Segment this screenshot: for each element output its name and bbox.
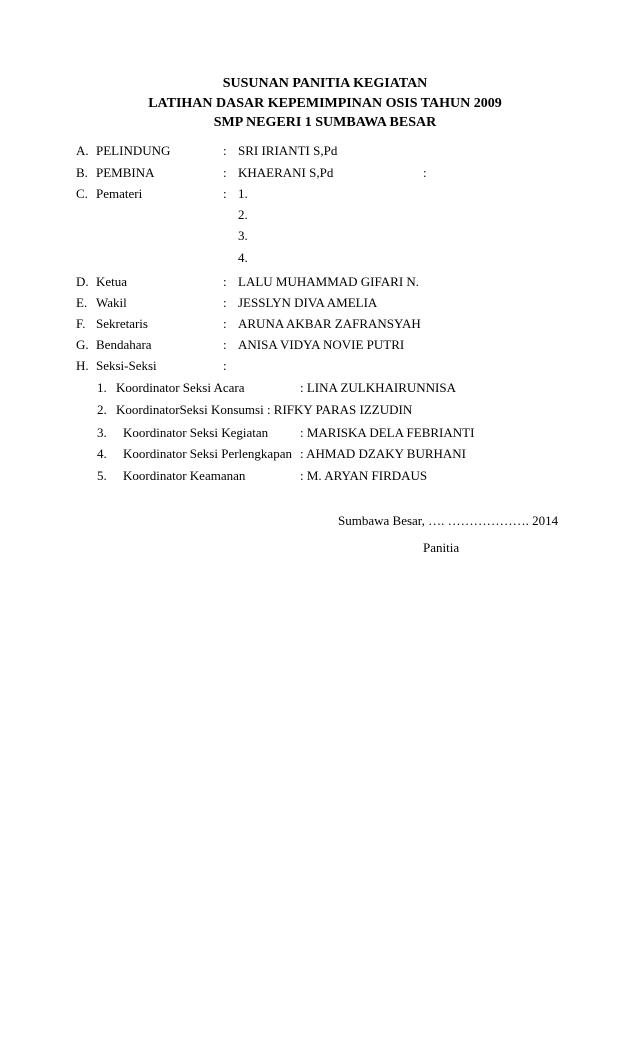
item-value: 1. bbox=[238, 186, 248, 201]
item-value: JESSLYN DIVA AMELIA bbox=[238, 295, 378, 310]
item-label: Sekretaris bbox=[96, 316, 148, 331]
item-value: 3. bbox=[238, 228, 248, 243]
item-label: Pemateri bbox=[96, 186, 143, 201]
item-extra-colon: : bbox=[423, 165, 427, 180]
item-letter: C. bbox=[76, 186, 88, 201]
seksi-item bbox=[0, 469, 638, 485]
document-subtitle: LATIHAN DASAR KEPEMIMPINAN OSIS TAHUN 2009 bbox=[148, 96, 502, 111]
item-letter: H. bbox=[76, 358, 89, 373]
item-label: PELINDUNG bbox=[96, 143, 171, 158]
item-colon: : bbox=[223, 274, 227, 289]
seksi-label: KoordinatorSeksi Konsumsi : RIFKY PARAS IZZUDIN bbox=[116, 402, 413, 417]
item-letter: B. bbox=[76, 165, 88, 180]
seksi-label: Koordinator Seksi Perlengkapan bbox=[123, 446, 292, 461]
item-colon: : bbox=[223, 337, 227, 352]
item-colon: : bbox=[223, 186, 227, 201]
seksi-value: : LINA ZULKHAIRUNNISA bbox=[300, 380, 456, 395]
seksi-item bbox=[0, 403, 638, 419]
item-letter: G. bbox=[76, 337, 89, 352]
seksi-item bbox=[0, 447, 638, 463]
seksi-value: : AHMAD DZAKY BURHANI bbox=[300, 446, 466, 461]
seksi-number: 3. bbox=[97, 425, 107, 440]
seksi-label: Koordinator Keamanan bbox=[123, 468, 246, 483]
list-item bbox=[0, 296, 638, 312]
list-item bbox=[0, 251, 638, 267]
item-letter: E. bbox=[76, 295, 88, 310]
item-colon: : bbox=[223, 165, 227, 180]
item-value: ARUNA AKBAR ZAFRANSYAH bbox=[238, 316, 421, 331]
place-and-date: Sumbawa Besar, …. ………………. 2014 bbox=[338, 513, 559, 528]
item-letter: A. bbox=[76, 143, 89, 158]
item-label: Ketua bbox=[96, 274, 128, 289]
seksi-label: Koordinator Seksi Acara bbox=[116, 380, 245, 395]
seksi-number: 1. bbox=[97, 380, 107, 395]
school-name: SMP NEGERI 1 SUMBAWA BESAR bbox=[213, 115, 437, 130]
list-item bbox=[0, 359, 638, 375]
list-item bbox=[0, 166, 638, 182]
seksi-label: Koordinator Seksi Kegiatan bbox=[123, 425, 269, 440]
item-label: Bendahara bbox=[96, 337, 152, 352]
list-item bbox=[0, 229, 638, 245]
item-value: SRI IRIANTI S,Pd bbox=[238, 143, 338, 158]
item-colon: : bbox=[223, 316, 227, 331]
seksi-item bbox=[0, 426, 638, 442]
item-value: 4. bbox=[238, 250, 248, 265]
seksi-item bbox=[0, 381, 638, 397]
document-title: SUSUNAN PANITIA KEGIATAN bbox=[222, 76, 428, 91]
seksi-number: 4. bbox=[97, 446, 107, 461]
item-letter: F. bbox=[76, 316, 86, 331]
item-value: LALU MUHAMMAD GIFARI N. bbox=[238, 274, 420, 289]
item-label: Seksi-Seksi bbox=[96, 358, 157, 373]
item-letter: D. bbox=[76, 274, 89, 289]
item-colon: : bbox=[223, 143, 227, 158]
item-label: Wakil bbox=[96, 295, 127, 310]
item-value: 2. bbox=[238, 207, 248, 222]
seksi-number: 2. bbox=[97, 402, 107, 417]
item-value: KHAERANI S,Pd bbox=[238, 165, 334, 180]
list-item bbox=[0, 275, 638, 291]
item-colon: : bbox=[223, 295, 227, 310]
signature-label: Panitia bbox=[423, 540, 460, 555]
list-item bbox=[0, 187, 638, 203]
item-label: PEMBINA bbox=[96, 165, 155, 180]
seksi-value: : M. ARYAN FIRDAUS bbox=[300, 468, 428, 483]
seksi-number: 5. bbox=[97, 468, 107, 483]
list-item bbox=[0, 208, 638, 224]
item-colon: : bbox=[223, 358, 227, 373]
list-item bbox=[0, 317, 638, 333]
seksi-value: : MARISKA DELA FEBRIANTI bbox=[300, 425, 475, 440]
list-item bbox=[0, 338, 638, 354]
list-item bbox=[0, 144, 638, 160]
item-value: ANISA VIDYA NOVIE PUTRI bbox=[238, 337, 405, 352]
